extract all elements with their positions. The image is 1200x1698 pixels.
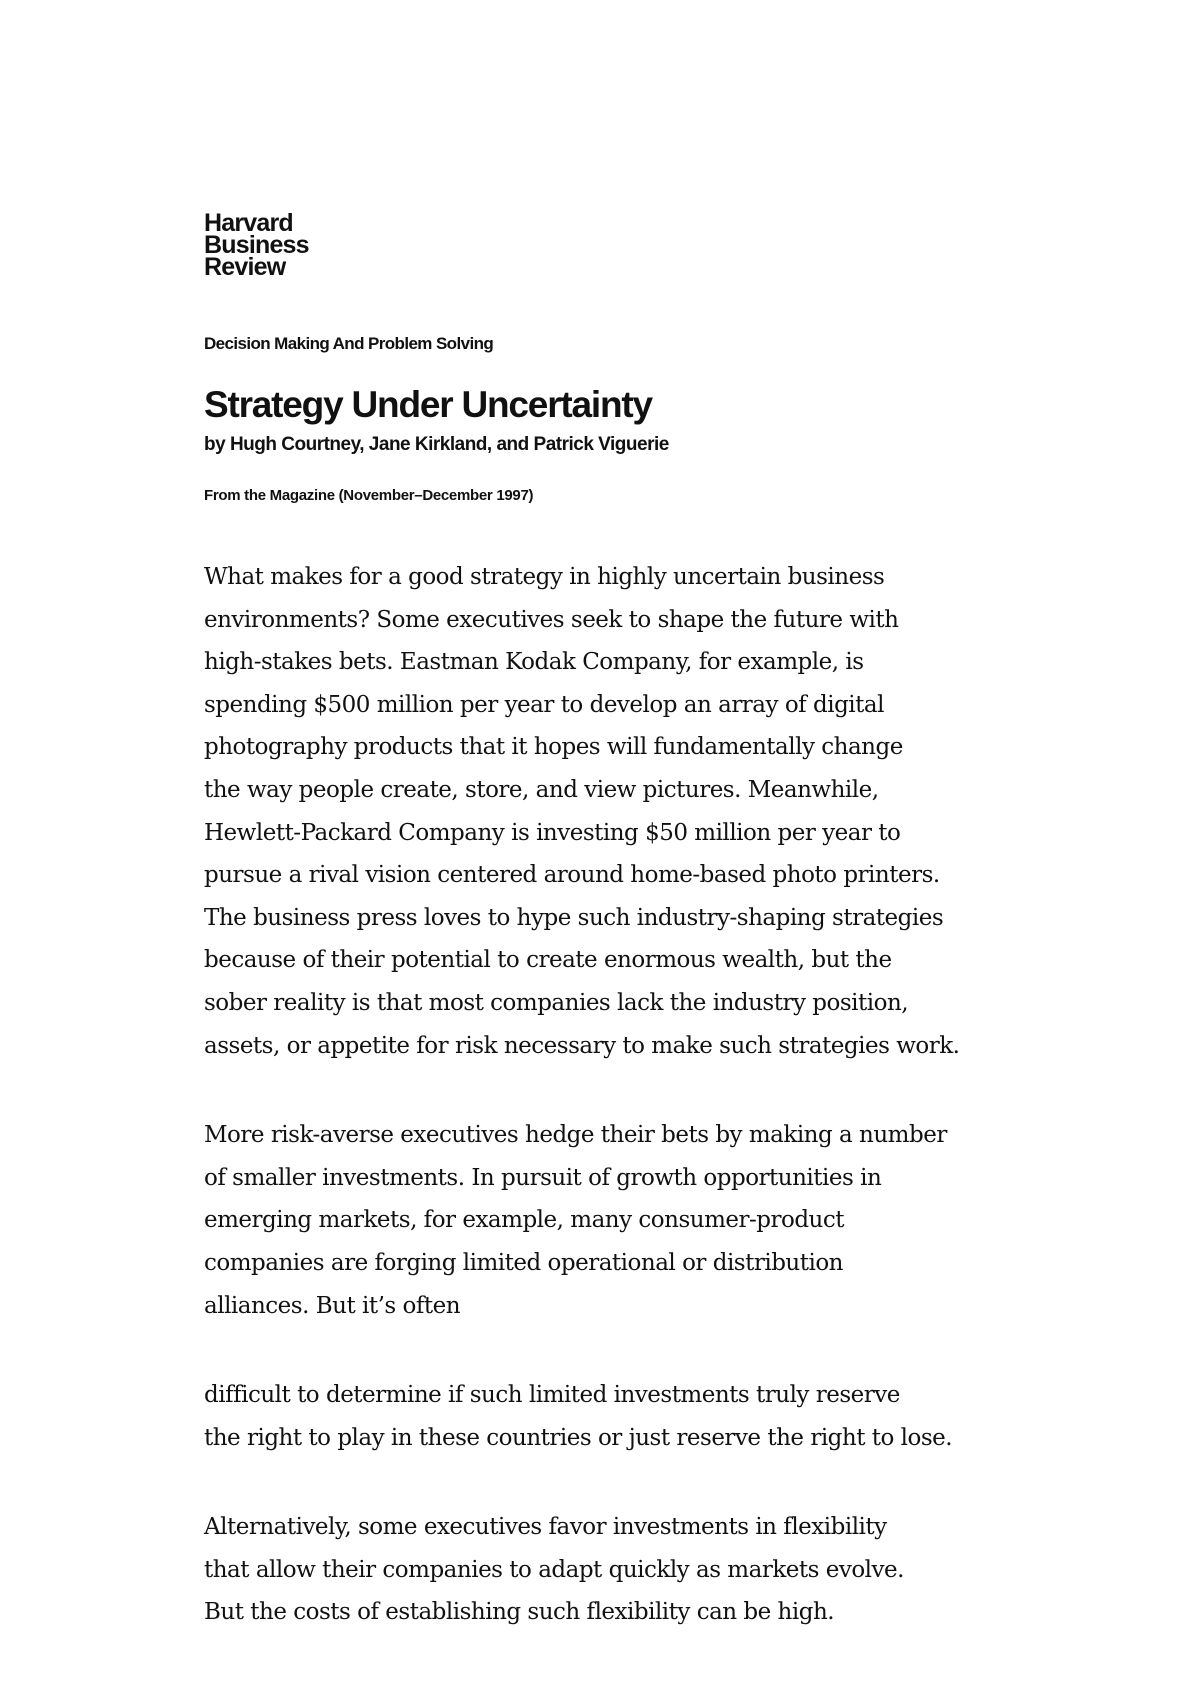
text-line: of smaller investments. In pursuit of growth opportunities in — [204, 1164, 882, 1191]
text-line: pursue a rival vision centered around home-based photo printers. — [204, 862, 940, 889]
text-line: More risk-averse executives hedge their bets by making a number — [204, 1122, 947, 1149]
category-label[interactable]: Decision Making And Problem Solving — [204, 334, 494, 353]
text-line: The business press loves to hype such industry-shaping strategies — [204, 904, 944, 931]
text-line: What makes for a good strategy in highly uncertain business — [204, 564, 885, 590]
article-page — [204, 209, 1024, 1634]
text-line: difficult to determine if such limited investments truly reserve — [204, 1382, 900, 1409]
text-line: sober reality is that most companies lack the industry position, — [204, 989, 909, 1016]
text-line: photography products that it hopes will fundamentally change — [204, 734, 903, 761]
text-line: high-stakes bets. Eastman Kodak Company, for example, is — [204, 649, 864, 676]
body-paragraph — [204, 1374, 1024, 1459]
text-line: Alternatively, some executives favor investments in flexibility — [204, 1514, 887, 1541]
text-line: assets, or appetite for risk necessary to make such strategies work. — [204, 1032, 960, 1059]
text-line: that allow their companies to adapt quickly as markets evolve. — [204, 1556, 904, 1583]
text-line: companies are forging limited operational or distribution — [204, 1249, 843, 1276]
text-line: But the costs of establishing such flexibility can be high. — [204, 1599, 835, 1626]
logo-line: Harvard — [204, 209, 293, 237]
text-line: environments? Some executives seek to shape the future with — [204, 606, 899, 633]
magazine-source: From the Magazine (November–December 1997) — [204, 487, 534, 504]
byline: by Hugh Courtney, Jane Kirkland, and Patrick Viguerie — [204, 434, 669, 455]
text-line: alliances. But it’s often — [204, 1292, 461, 1319]
text-line: emerging markets, for example, many consumer-product — [204, 1207, 844, 1234]
text-line: the right to play in these countries or just reserve the right to lose. — [204, 1424, 953, 1451]
text-line: Hewlett-Packard Company is investing $50 million per year to — [204, 819, 901, 846]
text-line: because of their potential to create enormous wealth, but the — [204, 947, 892, 974]
text-line: the way people create, store, and view pictures. Meanwhile, — [204, 776, 879, 803]
logo-line: Business — [204, 231, 309, 259]
text-line: spending $500 million per year to develop an array of digital — [204, 691, 884, 718]
hbr-logo[interactable] — [204, 209, 1024, 281]
logo-line: Review — [204, 253, 286, 281]
body-paragraph — [204, 1114, 1024, 1327]
article-title: Strategy Under Uncertainty — [204, 384, 652, 425]
body-paragraph — [204, 556, 1024, 1067]
body-paragraph — [204, 1506, 1024, 1634]
